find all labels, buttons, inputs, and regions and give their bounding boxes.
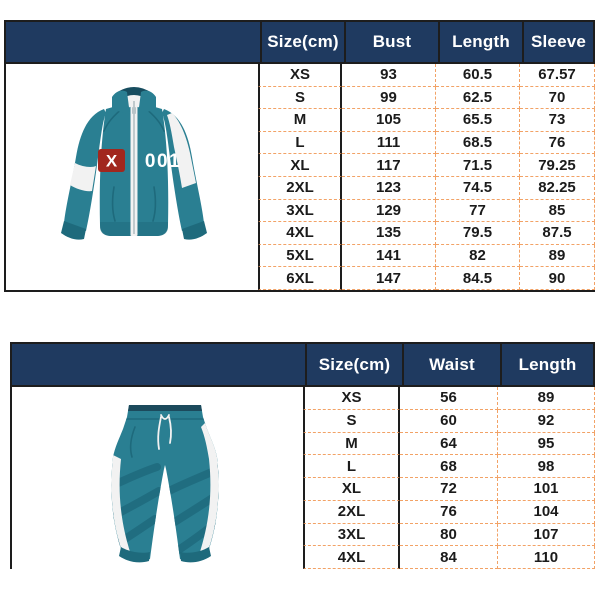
measurement-cell: 89 xyxy=(520,245,595,268)
measurement-cell: 76 xyxy=(520,132,595,155)
measurement-cell: 105 xyxy=(342,109,436,132)
size-cell: L xyxy=(303,455,400,478)
table-row xyxy=(258,109,595,132)
measurement-cell: 60.5 xyxy=(436,64,520,87)
measurement-cell: 87.5 xyxy=(520,222,595,245)
measurement-cell: 82 xyxy=(436,245,520,268)
measurement-cell: 95 xyxy=(498,433,595,456)
measurement-cell: 77 xyxy=(436,200,520,223)
header-size: Size(cm) xyxy=(305,344,402,385)
measurement-cell: 68.5 xyxy=(436,132,520,155)
table-row xyxy=(258,87,595,110)
measurement-cell: 147 xyxy=(342,267,436,290)
table-row xyxy=(303,410,595,433)
measurement-cell: 76 xyxy=(400,501,498,524)
left-sleeve-stripe xyxy=(70,163,96,191)
size-cell: XL xyxy=(258,154,342,177)
measurement-cell: 90 xyxy=(520,267,595,290)
table-row xyxy=(258,222,595,245)
size-cell: M xyxy=(303,433,400,456)
measurement-cell: 92 xyxy=(498,410,595,433)
size-cell: 3XL xyxy=(303,524,400,547)
table-row xyxy=(303,387,595,410)
measurement-cell: 89 xyxy=(498,387,595,410)
table-row xyxy=(258,154,595,177)
measurement-cell: 56 xyxy=(400,387,498,410)
table-row xyxy=(303,501,595,524)
jacket-table-body xyxy=(4,64,595,292)
pants-size-table xyxy=(10,342,595,569)
measurement-cell: 65.5 xyxy=(436,109,520,132)
size-cell: S xyxy=(258,87,342,110)
table-row xyxy=(303,455,595,478)
table-row xyxy=(258,200,595,223)
header-spacer xyxy=(12,344,305,385)
size-cell: XS xyxy=(303,387,400,410)
measurement-cell: 67.57 xyxy=(520,64,595,87)
measurement-cell: 79.5 xyxy=(436,222,520,245)
size-cell: 4XL xyxy=(303,546,400,569)
measurement-cell: 99 xyxy=(342,87,436,110)
measurement-cell: 110 xyxy=(498,546,595,569)
measurement-cell: 101 xyxy=(498,478,595,501)
table-row xyxy=(258,132,595,155)
pants-image-cell xyxy=(10,387,303,569)
jacket-illustration xyxy=(34,75,234,267)
header-size: Size(cm) xyxy=(260,22,344,62)
measurement-cell: 73 xyxy=(520,109,595,132)
size-cell: 5XL xyxy=(258,245,342,268)
table-row xyxy=(303,524,595,547)
header-bust: Bust xyxy=(344,22,438,62)
measurement-cell: 93 xyxy=(342,64,436,87)
measurement-cell: 71.5 xyxy=(436,154,520,177)
header-waist: Waist xyxy=(402,344,500,385)
jacket-table-rows xyxy=(258,64,595,290)
measurement-cell: 62.5 xyxy=(436,87,520,110)
table-row xyxy=(258,267,595,290)
measurement-cell: 129 xyxy=(342,200,436,223)
pants-table-header xyxy=(10,342,595,387)
table-row xyxy=(303,433,595,456)
pants-table-body xyxy=(10,387,595,569)
jacket-image-cell xyxy=(4,64,258,290)
measurement-cell: 123 xyxy=(342,177,436,200)
table-row xyxy=(258,64,595,87)
measurement-cell: 85 xyxy=(520,200,595,223)
size-cell: 3XL xyxy=(258,200,342,223)
table-row xyxy=(258,177,595,200)
measurement-cell: 60 xyxy=(400,410,498,433)
table-row xyxy=(258,245,595,268)
table-row xyxy=(303,546,595,569)
measurement-cell: 64 xyxy=(400,433,498,456)
player-number: 001 xyxy=(144,151,182,172)
measurement-cell: 82.25 xyxy=(520,177,595,200)
measurement-cell: 107 xyxy=(498,524,595,547)
jacket-size-table xyxy=(4,20,595,292)
measurement-cell: 74.5 xyxy=(436,177,520,200)
measurement-cell: 141 xyxy=(342,245,436,268)
size-cell: 2XL xyxy=(258,177,342,200)
measurement-cell: 70 xyxy=(520,87,595,110)
measurement-cell: 79.25 xyxy=(520,154,595,177)
measurement-cell: 111 xyxy=(342,132,436,155)
size-cell: XL xyxy=(303,478,400,501)
measurement-cell: 84 xyxy=(400,546,498,569)
size-cell: XS xyxy=(258,64,342,87)
size-cell: 2XL xyxy=(303,501,400,524)
measurement-cell: 72 xyxy=(400,478,498,501)
size-cell: 6XL xyxy=(258,267,342,290)
size-cell: L xyxy=(258,132,342,155)
table-row xyxy=(303,478,595,501)
size-cell: 4XL xyxy=(258,222,342,245)
measurement-cell: 68 xyxy=(400,455,498,478)
size-cell: S xyxy=(303,410,400,433)
pants-table-rows xyxy=(303,387,595,569)
header-sleeve: Sleeve xyxy=(522,22,593,62)
measurement-cell: 84.5 xyxy=(436,267,520,290)
measurement-cell: 117 xyxy=(342,154,436,177)
size-cell: M xyxy=(258,109,342,132)
header-length: Length xyxy=(500,344,593,385)
header-spacer xyxy=(6,22,260,62)
measurement-cell: 98 xyxy=(498,455,595,478)
measurement-cell: 80 xyxy=(400,524,498,547)
header-length: Length xyxy=(438,22,522,62)
jacket-table-header xyxy=(4,20,595,64)
badge-letter: X xyxy=(105,151,118,171)
measurement-cell: 135 xyxy=(342,222,436,245)
measurement-cell: 104 xyxy=(498,501,595,524)
pants-illustration xyxy=(105,399,225,584)
